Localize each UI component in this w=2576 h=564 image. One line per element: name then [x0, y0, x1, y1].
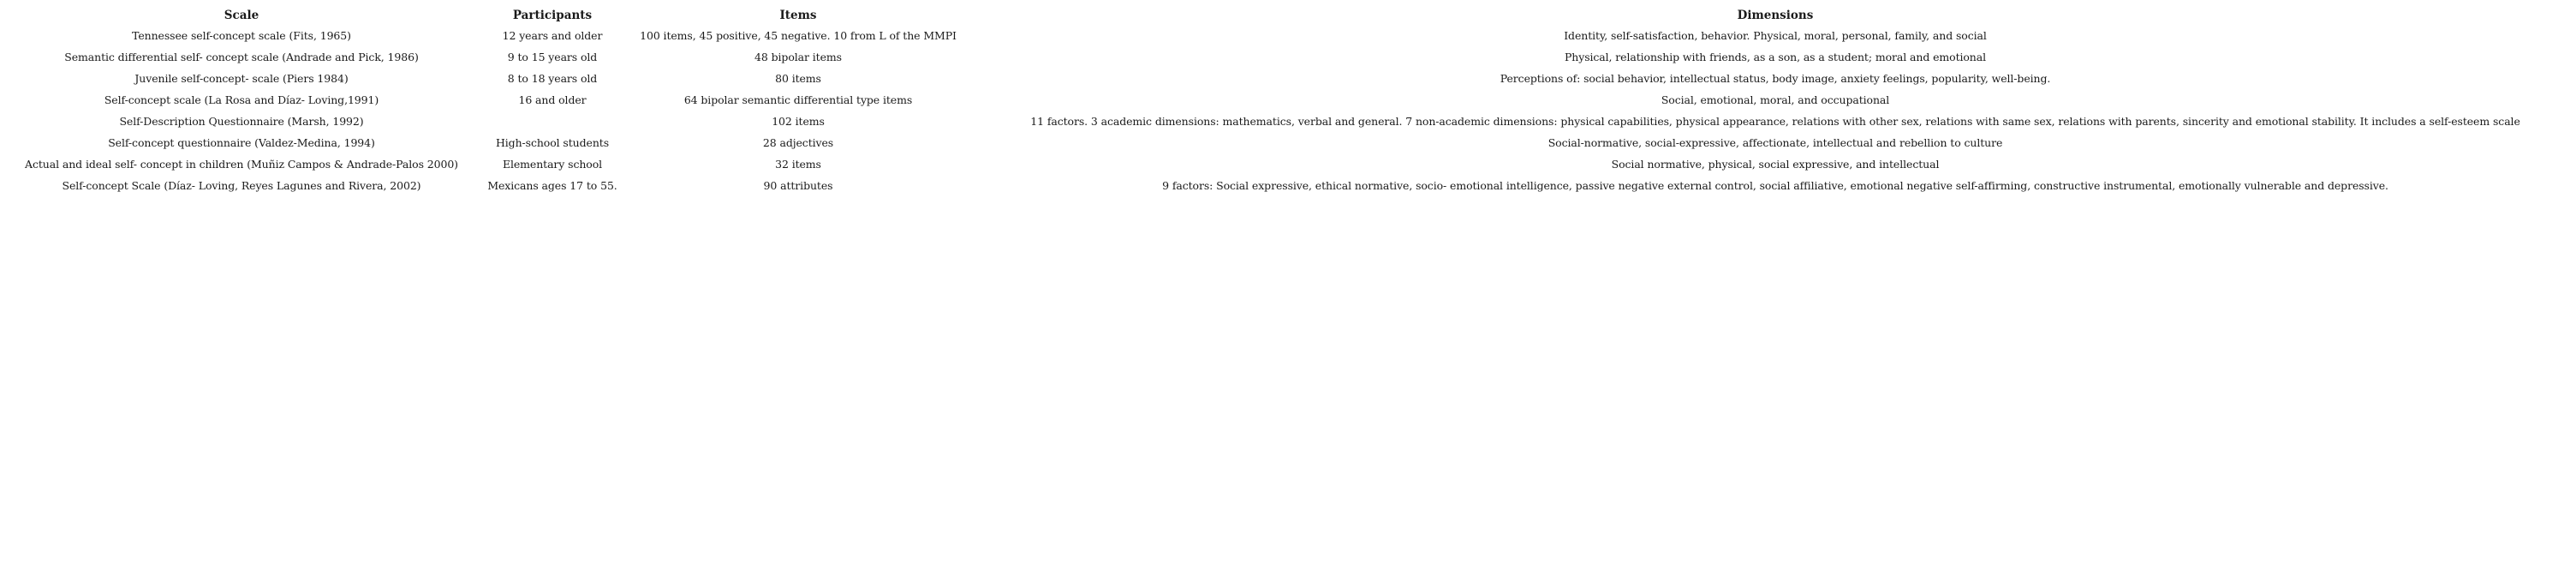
header-dimensions: Dimensions [1737, 9, 1814, 22]
cell-scale: Juvenile self-concept- scale (Piers 1984) [134, 72, 349, 85]
cell-dimensions: Social-normative, social-expressive, affectionate, intellectual and rebellion to culture [1547, 136, 2003, 149]
header-row [0, 6, 2576, 25]
cell-participants: High-school students [495, 136, 610, 149]
header-participants: Participants [512, 9, 593, 22]
table-row [0, 89, 2576, 111]
table-body [0, 25, 2576, 196]
cell-participants: 8 to 18 years old [507, 72, 598, 85]
cell-participants: Mexicans ages 17 to 55. [487, 179, 617, 192]
table-row [0, 68, 2576, 89]
cell-scale: Semantic differential self- concept scale (Andrade and Pick, 1986) [64, 51, 419, 63]
cell-items: 32 items [775, 158, 821, 171]
cell-scale: Self-Description Questionnaire (Marsh, 1992) [119, 115, 364, 128]
table-row [0, 25, 2576, 46]
cell-items: 90 attributes [763, 179, 833, 192]
cell-participants: Elementary school [502, 158, 603, 171]
cell-items: 80 items [775, 72, 821, 85]
self-concept-scales-table-container [0, 6, 2576, 196]
cell-scale: Tennessee self-concept scale (Fits, 1965) [132, 29, 351, 42]
self-concept-scales-table [0, 6, 2576, 196]
table-row [0, 153, 2576, 175]
cell-scale: Self-concept Scale (Díaz- Loving, Reyes Lagunes and Rivera, 2002) [62, 179, 421, 192]
header-items: Items [779, 9, 817, 22]
table-row [0, 46, 2576, 68]
cell-scale: Self-concept questionnaire (Valdez-Medina, 1994) [108, 136, 375, 149]
cell-dimensions: Identity, self-satisfaction, behavior. Physical, moral, personal, family, and social [1564, 29, 1987, 42]
cell-dimensions: Perceptions of: social behavior, intellectual status, body image, anxiety feelings, popularity, well-being. [1500, 72, 2051, 85]
cell-dimensions: 9 factors: Social expressive, ethical normative, socio- emotional intelligence, passive negative external control, social affiliative, emotional negative self-affirming, constructive instrumental, emotionally vulnerable and depressive. [1162, 179, 2388, 192]
cell-dimensions: Social, emotional, moral, and occupational [1661, 93, 1890, 106]
header-scale: Scale [224, 9, 259, 22]
table-header [0, 6, 2576, 25]
cell-scale: Actual and ideal self- concept in children (Muñiz Campos & Andrade-Palos 2000) [25, 158, 458, 171]
cell-dimensions: Physical, relationship with friends, as a son, as a student; moral and emotional [1564, 51, 1987, 63]
cell-items: 48 bipolar items [754, 51, 842, 63]
cell-scale: Self-concept scale (La Rosa and Díaz- Loving,1991) [104, 93, 379, 106]
cell-items: 64 bipolar semantic differential type items [683, 93, 913, 106]
cell-items: 100 items, 45 positive, 45 negative. 10 from L of the MMPI [640, 29, 957, 42]
cell-items: 102 items [772, 115, 825, 128]
table-row [0, 132, 2576, 153]
table-row [0, 111, 2576, 132]
cell-dimensions: 11 factors. 3 academic dimensions: mathematics, verbal and general. 7 non-academic dimensions: physical capabilities, physical appearance, relations with other sex, relations with same sex, relations with parents, sincerity and emotional stability. It includes a self-esteem scale [1030, 115, 2520, 128]
cell-participants: 16 and older [518, 93, 587, 106]
table-row [0, 175, 2576, 196]
cell-participants: 9 to 15 years old [507, 51, 598, 63]
cell-items: 28 adjectives [762, 136, 834, 149]
cell-dimensions: Social normative, physical, social expressive, and intellectual [1611, 158, 1940, 171]
cell-participants: 12 years and older [502, 29, 603, 42]
cell-participants [483, 111, 622, 132]
